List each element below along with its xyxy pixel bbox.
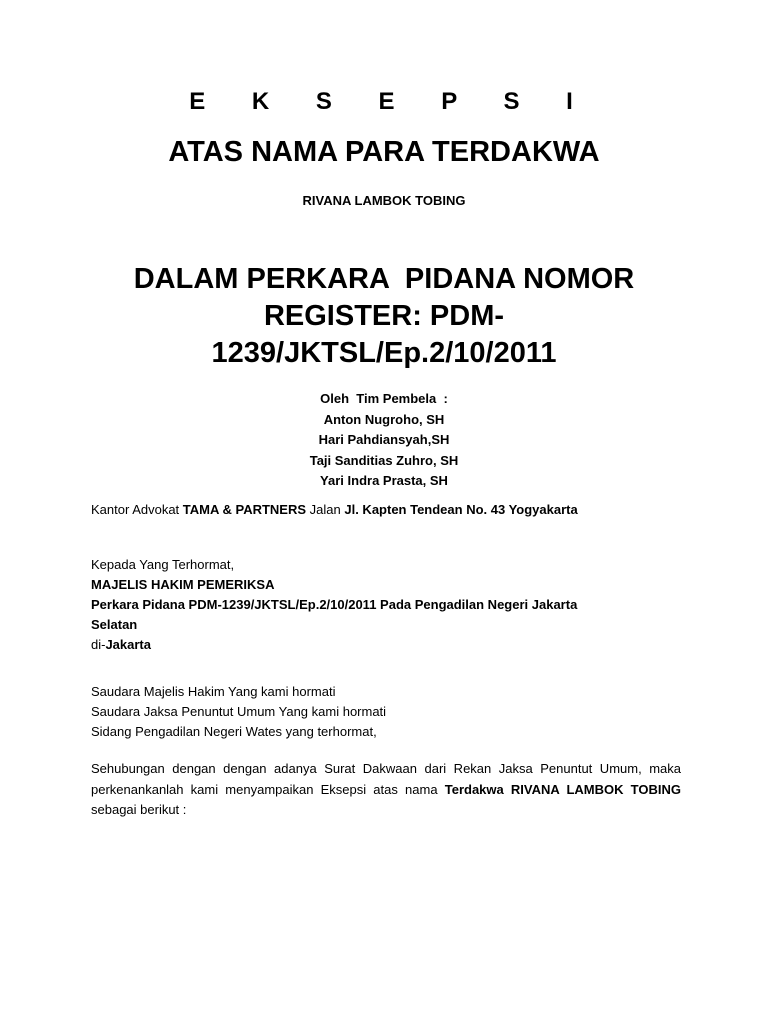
greeting-line: Saudara Jaksa Penuntut Umum Yang kami hormati: [91, 704, 387, 719]
addressee-city: Jakarta: [105, 637, 151, 652]
office-firm: TAMA & PARTNERS: [182, 502, 307, 517]
defense-team-member: Hari Pahdiansyah,SH: [318, 432, 450, 447]
defense-team-heading: Oleh Tim Pembela :: [320, 391, 448, 406]
greetings-block: [91, 682, 681, 742]
addressee-block: [91, 555, 681, 655]
closing-text-end: sebagai berikut :: [91, 802, 187, 817]
office-middle: Jalan: [306, 502, 345, 517]
addressee-city-line: [91, 635, 681, 655]
office-address: Jl. Kapten Tendean No. 43 Yogyakarta: [344, 502, 578, 517]
office-line: [91, 500, 681, 520]
defense-team: [0, 389, 768, 492]
case-title-line: DALAM PERKARA PIDANA NOMOR: [133, 263, 635, 295]
case-title-line: REGISTER: PDM-: [263, 300, 505, 332]
greeting-line: Sidang Pengadilan Negeri Wates yang terhormat,: [91, 724, 377, 739]
office-prefix: Kantor Advokat: [91, 502, 183, 517]
defense-team-member: Anton Nugroho, SH: [323, 411, 445, 427]
defense-team-member: Yari Indra Prasta, SH: [320, 473, 448, 488]
closing-defendant: Terdakwa RIVANA LAMBOK TOBING: [444, 781, 681, 797]
defendant-name: RIVANA LAMBOK TOBING: [302, 193, 466, 208]
case-title-line: 1239/JKTSL/Ep.2/10/2011: [211, 337, 557, 369]
addressee-case-line: Selatan: [91, 617, 138, 632]
addressee-city-prefix: di-: [91, 637, 106, 652]
document-title: E K S E P S I: [189, 88, 593, 115]
document-subtitle: ATAS NAMA PARA TERDAKWA: [168, 136, 600, 168]
closing-text: Sehubungan dengan dengan adanya Surat Dakwaan dari Rekan Jaksa Penuntut Umum, maka perkenankanlah kami menyampaikan Eksepsi atas nama: [91, 761, 681, 797]
defense-team-member: Taji Sanditias Zuhro, SH: [309, 452, 459, 468]
addressee-salutation: Kepada Yang Terhormat,: [91, 557, 235, 572]
addressee-recipient: MAJELIS HAKIM PEMERIKSA: [91, 577, 275, 592]
addressee-case-line: Perkara Pidana PDM-1239/JKTSL/Ep.2/10/2011 Pada Pengadilan Negeri Jakarta: [91, 597, 578, 612]
case-title: [0, 261, 768, 372]
closing-paragraph: [91, 759, 681, 821]
greeting-line: Saudara Majelis Hakim Yang kami hormati: [91, 684, 336, 699]
